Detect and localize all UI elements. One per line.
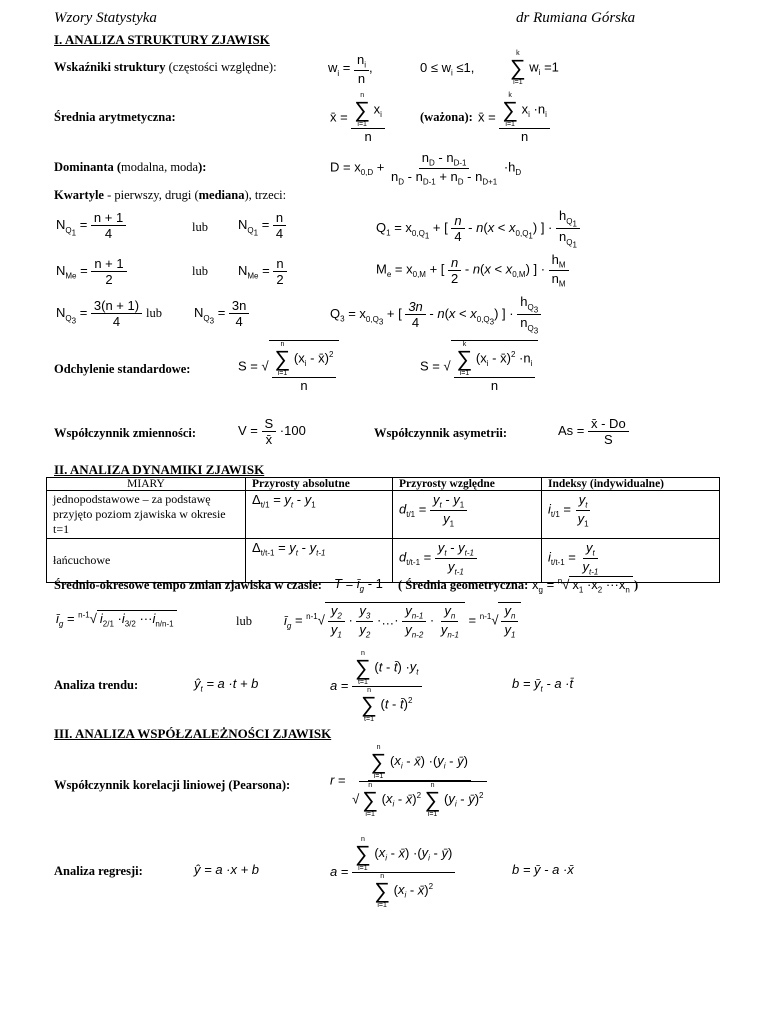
- formula-srednia-wazona: x̄ = k ∑ i=1 $x_i \cdot n_i$ n: [478, 92, 550, 144]
- formula-ig-1: $ī_g = ^{n-1}√$ $i_{2/1} \cdot i_{3/2} \cdot\cdot\cdot i_{n/n-1}$: [56, 610, 177, 629]
- table-row-lancuchowe: łańcuchowe: [47, 539, 246, 583]
- odchylenie-label: Odchylenie standardowe:: [54, 362, 191, 376]
- wazona-label: (ważona):: [420, 110, 473, 124]
- table-header-indeksy: Indeksy (indywidualne): [542, 478, 720, 491]
- geom-label: ( Średnia geometryczna:: [398, 578, 529, 592]
- formula-me: $M_e = x_{0,M}$ + [ $\frac{n}{2}$ - $n(x < x_{0,M})$ ] · $\frac{h_M}{n_M}$: [376, 252, 569, 288]
- formula-trend-b: $b = ȳ_t - a$ ·t̄: [512, 676, 574, 694]
- formula-wskazniki: $w_i$ = $\frac{n_i}{n}$ ,: [328, 52, 373, 86]
- formula-regresja-b: b = ȳ - a ·x̄: [512, 862, 574, 877]
- formula-ind-lanc: $i_{t/t-1}$ = $\frac{y_t}{y_{t-1}}$: [542, 539, 720, 583]
- formula-srednia: x̄ = n ∑ i=1 $x_i$ n: [330, 92, 385, 144]
- asymetria-label: Współczynnik asymetrii:: [374, 426, 507, 440]
- formula-nq3-alt: $N_{Q_3}$ = $\frac{3n}{4}$: [194, 298, 249, 329]
- formula-q3: $Q_3 = x_{0,Q_3}$ + [ $\frac{3n}{4}$ - $n(x < x_{0,Q_3})$ ] · $\frac{h_{Q_3}}{n_{Q_3}}$: [330, 294, 541, 335]
- formula-dominanta: $D = x_{0,D}$ + $\frac{n_D - n_{D-1}}{n_D - n_{D-1} + n_D - n_{D+1}}$ $\cdot h_D$: [330, 150, 522, 187]
- formula-abs-lanc: $\Delta_{t/t-1} = y_t - y_{t-1}$: [246, 539, 393, 583]
- formula-nme: $N_{Me}$ = $\frac{n + 1}{2}$: [56, 256, 127, 287]
- formula-ind-jedno: $i_{t/1}$ = $\frac{y_t}{y_1}$: [542, 491, 720, 539]
- header-right: dr Rumiana Górska: [516, 10, 636, 26]
- lub-3: lub: [146, 306, 162, 320]
- formula-wzgl-jedno: $d_{t/1}$ = $\frac{y_t - y_1}{y_1}$: [393, 491, 542, 539]
- formula-odchylenie: S = √ n ∑ i=1 ($x_i$ - x̄)$^2$ n: [238, 340, 339, 393]
- zmiennosc-label: Współczynnik zmienności:: [54, 426, 197, 440]
- formula-ig-2: $ī_g = ^{n-1}√$ $\frac{y_2}{y_1}$ · $\frac{y_3}{y_2}$ ·…· $\frac{y_{n-1}}{y_{n-2}}$ · $\frac{y_n}{y_{n-1}}$ = $^{n-1}$√ $\frac{y_n}{y_1}$: [284, 602, 521, 639]
- formula-wskazniki-range: $0 \le w_i \le 1$,: [420, 60, 475, 78]
- formula-nq1-alt: $N_{Q_1}$ = $\frac{n}{4}$: [238, 210, 286, 241]
- formula-wskazniki-sum: k ∑ i=1 $w_i =1$: [510, 50, 559, 86]
- section-3-title: III. ANALIZA WSPÓŁZALEŻNOŚCI ZJAWISK: [54, 726, 332, 741]
- formula-asymetria: As = $\frac{x̄ - Do}{S}$: [558, 416, 629, 447]
- table-header-absolutne: Przyrosty absolutne: [246, 478, 393, 491]
- formula-nme-alt: $N_{Me}$ = $\frac{n}{2}$: [238, 256, 287, 287]
- korelacja-label: Współczynnik korelacji liniowej (Pearsona):: [54, 778, 291, 792]
- formula-regresja: ŷ = a ·x + b: [194, 862, 260, 877]
- formula-wzgl-lanc: $d_{t/t-1}$ = $\frac{y_t - y_{t-1}}{y_{t-1}}$: [393, 539, 542, 583]
- formula-korelacja: r = n ∑ i=1 ($x_i$ - x̄) $\cdot(y_i$ - ȳ) √ n ∑ i=1 ($x_i$ - x̄)$^2$ n ∑ i=1 ($y_i$ - ȳ)$^2$: [330, 744, 490, 818]
- tempo-label: Średnio-okresowe tempo zmian zjawiska w czasie:: [54, 578, 322, 592]
- formula-nq3: $N_{Q_3}$ = $\frac{3(n + 1)}{4}$: [56, 298, 142, 329]
- trend-label: Analiza trendu:: [54, 678, 139, 692]
- kwartyle-label: Kwartyle - pierwszy, drugi (mediana), trzeci:: [54, 188, 287, 202]
- formula-trend-a: a = n ∑ t=1 (t - t̄) $\cdot y_t$ n ∑ t=1 (t - t̄)$^2$: [330, 650, 422, 723]
- formula-abs-jedno: $\Delta_{t/1} = y_t - y_1$: [246, 491, 393, 539]
- lub-2: lub: [192, 264, 208, 278]
- header-left: Wzory Statystyka: [54, 10, 157, 26]
- formula-odchylenie-wazone: S = √ k ∑ i=1 ($x_i$ - x̄)$^2$ $\cdot n_i$ n: [420, 340, 538, 393]
- section-1-title: I. ANALIZA STRUKTURY ZJAWISK: [54, 32, 270, 47]
- lub-4: lub: [236, 614, 252, 628]
- formula-tempo: $T = ī_g - 1$: [334, 576, 383, 594]
- section-2-title: II. ANALIZA DYNAMIKI ZJAWISK: [54, 462, 265, 477]
- formula-geom: $x_g = ^n√$ $x_1 \cdot x_2 \cdot\cdot\cdot x_n$: [532, 576, 633, 595]
- table-row-jednopodstawowe: jednopodstawowe – za podstawę przyjęto poziom zjawiska w okresie t=1: [47, 491, 246, 539]
- srednia-label: Średnia arytmetyczna:: [54, 110, 176, 124]
- formula-q1: $Q_1 = x_{0,Q_1}$ + [ $\frac{n}{4}$ - $n(x < x_{0,Q_1})$ ] · $\frac{h_{Q_1}}{n_{Q_1}}$: [376, 208, 580, 249]
- formula-zmiennosc: V = $\frac{S}{x̄}$ ·100: [238, 416, 306, 447]
- geom-close: ): [634, 578, 639, 592]
- wskazniki-label: Wskaźniki struktury (częstości względne):: [54, 60, 277, 74]
- dominanta-label: Dominanta (modalna, moda):: [54, 160, 207, 174]
- formula-nq1: $N_{Q_1}$ = $\frac{n + 1}{4}$: [56, 210, 126, 241]
- formula-regresja-a: a = n ∑ i=1 ($x_i$ - x̄) $\cdot(y_i$ - ȳ) n ∑ i=1 ($x_i$ - x̄)$^2$: [330, 836, 455, 909]
- regresja-label: Analiza regresji:: [54, 864, 143, 878]
- table-header-miary: MIARY: [47, 478, 246, 491]
- lub-1: lub: [192, 220, 208, 234]
- table-header-wzgledne: Przyrosty względne: [393, 478, 542, 491]
- formula-trend: $ŷ_t = a \cdot t + b$: [194, 676, 259, 694]
- dynamics-table: [46, 477, 720, 583]
